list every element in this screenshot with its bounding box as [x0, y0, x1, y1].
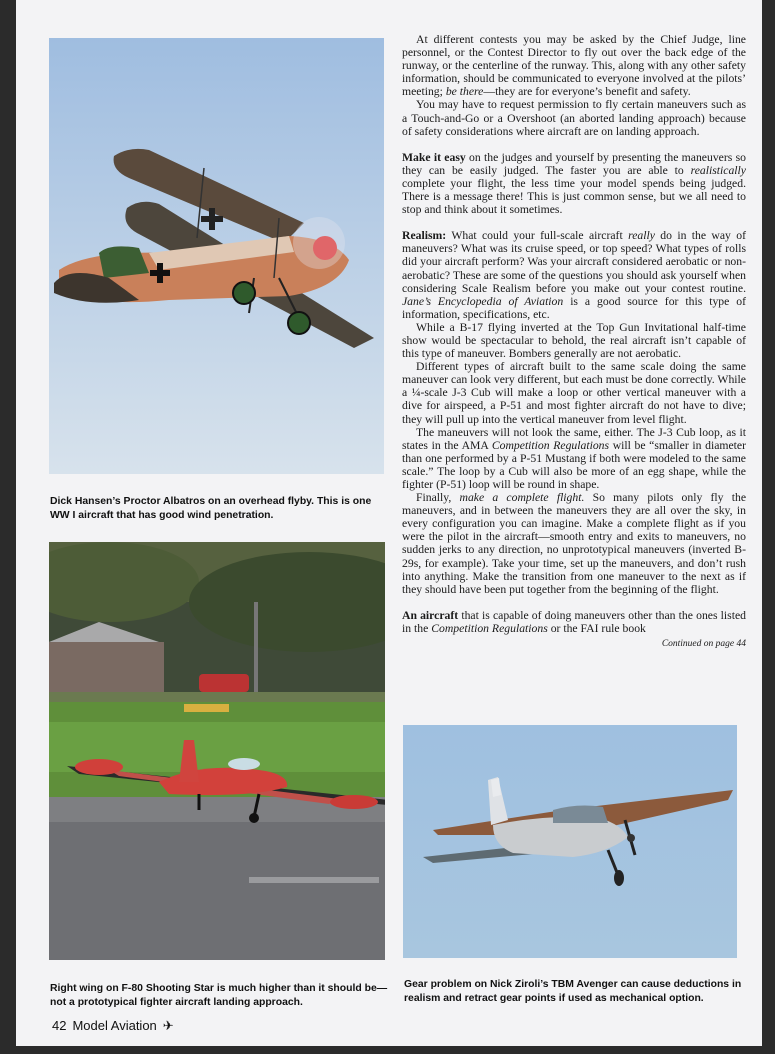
paragraph-1-text-a: At different contests you may be asked by the Chief Judge, line personnel, or the Contest Director to fly out over the back edge of the runway, or the centerline of the runway. This, along with any other safety information, should be communicated to everyone involved at the pilots’ meeting;: [402, 33, 746, 99]
page-number: 42: [52, 1018, 67, 1033]
tbm-avenger-illustration: [403, 725, 737, 958]
paragraph-3-lead: Make it easy: [402, 150, 466, 164]
paragraph-5: While a B-17 flying inverted at the Top Gun Invitational half-time show would be spectacular to behold, the real aircraft isn’t capable of this type of maneuver. Bombers generally are not aerobatic.: [402, 320, 746, 361]
biplane-illustration: [49, 38, 384, 474]
paragraph-8-emphasis: make a complete flight.: [459, 491, 585, 505]
paragraph-2: You may have to request permission to fly certain maneuvers such as a Touch-and-Go or a Overshoot (an aborted landing approach) because of safety considerations where aircraft are on landing approach.: [402, 98, 746, 138]
paragraph-9-lead: An aircraft: [402, 608, 459, 622]
paragraph-4: [402, 229, 746, 321]
jet-landing-illustration: [49, 542, 385, 960]
paragraph-7-text-c: will be “smaller in diameter than one performed by a P-51 Mustang if both were modeled to the same scale.” The loop by a Cub will also be more of an egg shape, while the fighter (P-51) loop will be round in shape.: [402, 438, 746, 491]
paragraph-3-text-c: complete your flight, the less time your model spends being judged. There is a message there! This is just common sense, but we all need to stop and think about it sometimes.: [402, 176, 746, 217]
biplane-caption: Dick Hansen’s Proctor Albatros on an overhead flyby. This is one WW I aircraft that has good wind penetration.: [50, 496, 372, 521]
paragraph-8: [402, 491, 746, 596]
tbm-avenger-photo: [403, 725, 737, 958]
paragraph-7: [402, 426, 746, 491]
paragraph-9-text-c: or the FAI rule book: [547, 621, 646, 635]
paragraph-4-emphasis: really: [628, 229, 655, 243]
paragraph-4-lead: Realism:: [402, 229, 447, 243]
paragraph-6: Different types of aircraft built to the same scale doing the same maneuver can look very different, but each must be done correctly. While a ¼-scale J-3 Cub will make a loop or other vertical maneuver with a dive for airspeed, a P-51 and most fighter aircraft do not have to dive; they will pull up into the vertical maneuver from level flight.: [402, 360, 746, 426]
airplane-icon: ✈: [162, 1018, 174, 1033]
paragraph-7-text-a: The maneuvers will not look the same, either. The J-3 Cub loop, as it states in the AMA: [402, 425, 746, 452]
page-footer: [52, 1018, 180, 1034]
paragraph-9-text-a: that is capable of doing maneuvers other than the ones listed in the: [402, 608, 746, 635]
tbm-caption: Gear problem on Nick Ziroli’s TBM Avenger can cause deductions in realism and retract gear points if used as mechanical option.: [404, 979, 742, 1004]
paragraph-8-text-a: Finally,: [416, 491, 460, 505]
paragraph-9-emphasis: Competition Regulations: [431, 621, 548, 635]
continued-note: Continued on page 44: [661, 639, 746, 650]
paragraph-4-book-title: Jane’s Encyclopedia of Aviation: [402, 294, 564, 308]
paragraph-8-text-c: So many pilots only fly the maneuvers, and in between the maneuvers they are all over the sky, in every configuration you can imagine. Make a complete flight as if you were the pilot in the aircraft—smooth entry and exits to maneuvers, no sudden jerks to any direction, no unprototypical maneuvers (inverted B-29s, for example). Take your time, set up the maneuvers, and don’t rush into anything. Make the transition from one maneuver to the next as if they should have been put together from the beginning of the flight.: [402, 491, 747, 596]
paragraph-3: [402, 151, 746, 216]
paragraph-7-emphasis: Competition Regulations: [491, 438, 610, 452]
article-column: [402, 33, 746, 651]
paragraph-4-text-a: What could your full-scale aircraft: [446, 229, 629, 243]
paragraph-3-emphasis: realistically: [690, 163, 746, 177]
paragraph-1-emphasis: be there: [445, 85, 484, 99]
jet-caption: Right wing on F-80 Shooting Star is much higher than it should be—not a prototypical fighter aircraft landing approach.: [50, 983, 388, 1008]
jet-landing-photo: [49, 542, 385, 960]
paragraph-9: [402, 609, 746, 635]
paragraph-4-text-e: is a good source for this type of information, specifications, etc.: [402, 294, 746, 321]
biplane-photo: [49, 38, 384, 474]
paragraph-4-text-c: do in the way of maneuvers? What was its cruise speed, or top speed? What types of rolls did your aircraft perform? Was your aircraft considered aerobatic or non-aerobatic? These are some of the questions you should ask yourself when considering Scale Realism before you make out your contest routine.: [402, 229, 747, 295]
paragraph-1: [402, 33, 746, 98]
paragraph-3-text-a: on the judges and yourself by presenting the maneuvers so they can be easily judged. The faster you are able to: [402, 150, 746, 177]
magazine-page: [16, 0, 762, 1046]
paragraph-1-text-c: —they are for everyone’s benefit and safety.: [483, 85, 691, 99]
magazine-name: Model Aviation: [72, 1018, 157, 1033]
